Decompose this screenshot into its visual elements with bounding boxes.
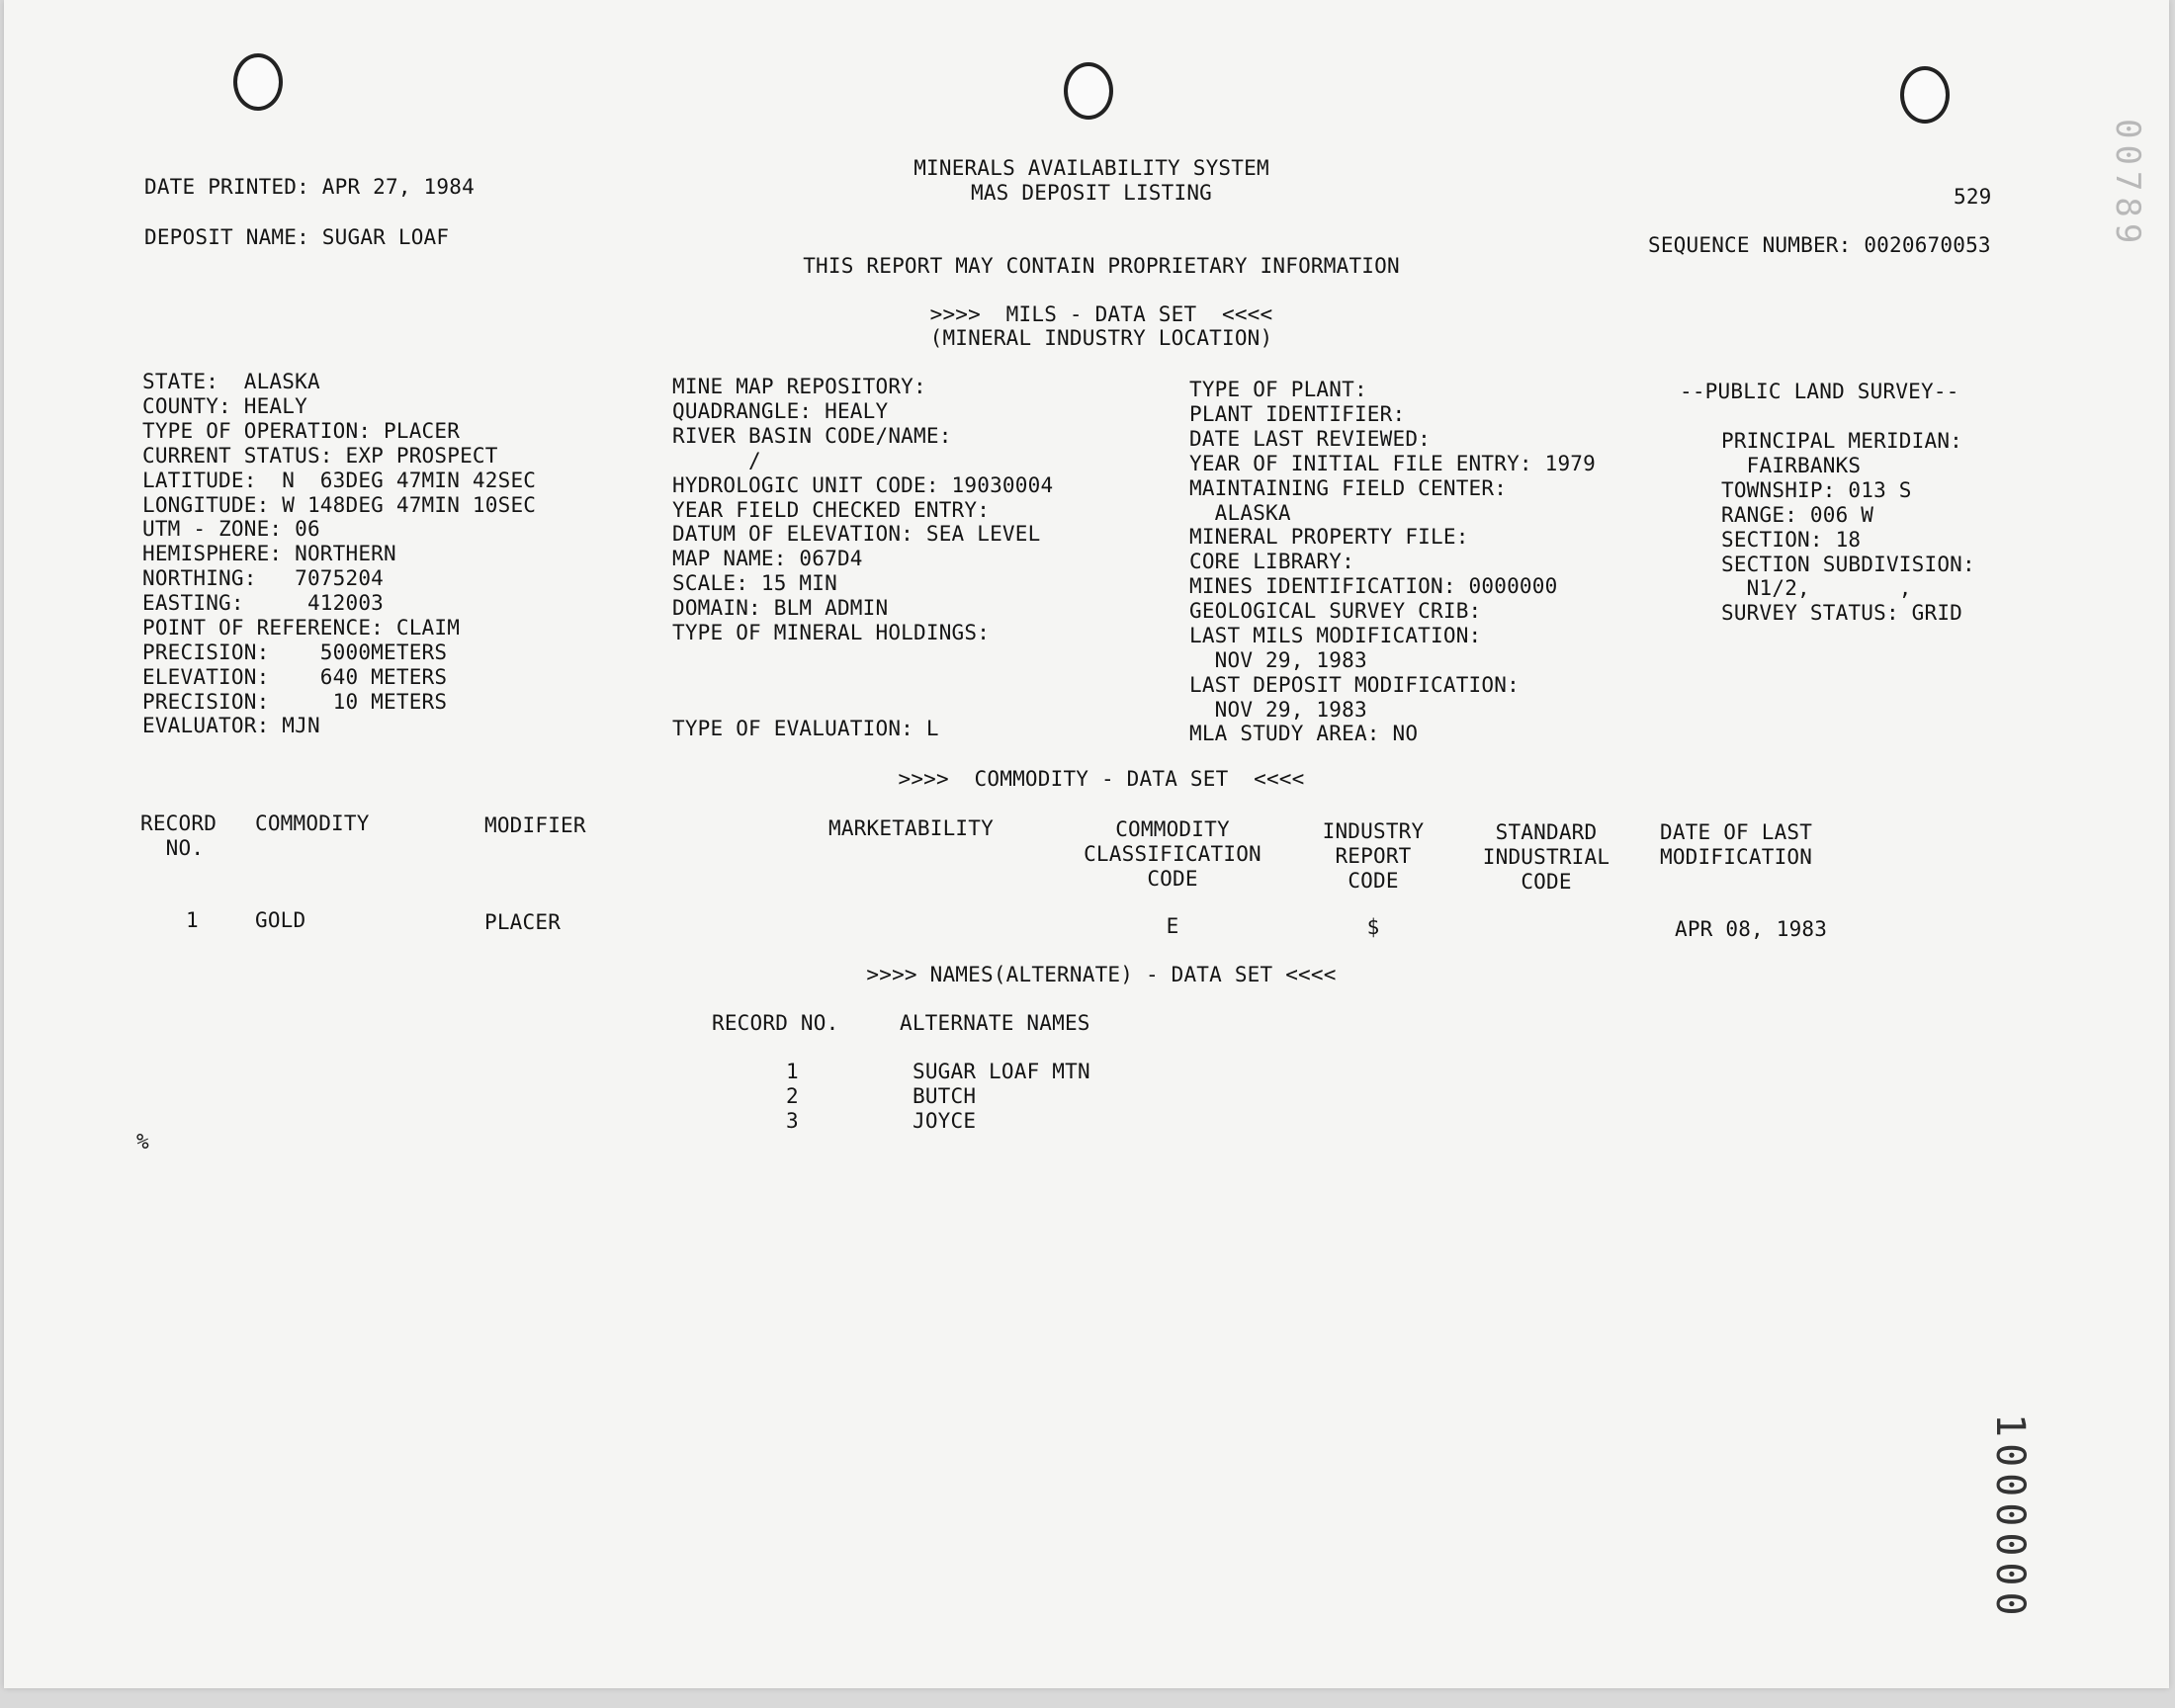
col-header-date-last: DATE OF LAST MODIFICATION <box>1660 820 1813 869</box>
edge-stamp-bottom: 1000000 <box>1987 1413 2033 1622</box>
field-type-of-plant: TYPE OF PLANT: <box>1189 378 1367 401</box>
field-section-subdivision-value: N1/2, , <box>1721 576 1912 600</box>
field-last-mils-modification: LAST MILS MODIFICATION: <box>1189 624 1482 647</box>
name-record-no: 2 <box>786 1084 799 1108</box>
cell-modifier: PLACER <box>484 910 562 934</box>
field-last-deposit-modification-date: NOV 29, 1983 <box>1189 698 1367 722</box>
col-header-record-no: RECORD NO. <box>140 811 218 860</box>
report-page <box>4 0 2169 1688</box>
field-scale: SCALE: 15 MIN <box>672 571 837 595</box>
col-header-classification: COMMODITY CLASSIFICATION CODE <box>1084 817 1262 891</box>
field-maintaining-field-center-value: ALASKA <box>1189 501 1291 525</box>
mils-section-title: >>>> MILS - DATA SET <<<< <box>929 302 1273 326</box>
field-core-library: CORE LIBRARY: <box>1189 550 1354 573</box>
field-county: COUNTY: HEALY <box>142 394 307 418</box>
alternate-name: SUGAR LOAF MTN <box>913 1060 1090 1083</box>
field-year-initial-file-entry: YEAR OF INITIAL FILE ENTRY: 1979 <box>1189 452 1596 475</box>
binder-hole-right <box>1900 66 1950 124</box>
field-type-of-evaluation: TYPE OF EVALUATION: L <box>672 717 939 740</box>
field-hemisphere: HEMISPHERE: NORTHERN <box>142 542 396 565</box>
field-precision-elevation: PRECISION: 10 METERS <box>142 690 448 714</box>
field-evaluator: EVALUATOR: MJN <box>142 714 320 737</box>
cell-date-last: APR 08, 1983 <box>1675 917 1828 941</box>
public-land-survey-title: --PUBLIC LAND SURVEY-- <box>1680 380 1959 403</box>
field-utm-zone: UTM - ZONE: 06 <box>142 517 320 541</box>
field-maintaining-field-center: MAINTAINING FIELD CENTER: <box>1189 476 1508 500</box>
field-map-name: MAP NAME: 067D4 <box>672 547 863 570</box>
binder-hole-left <box>233 53 283 111</box>
field-point-of-reference: POINT OF REFERENCE: CLAIM <box>142 616 461 640</box>
field-longitude: LONGITUDE: W 148DEG 47MIN 10SEC <box>142 493 537 517</box>
field-last-mils-modification-date: NOV 29, 1983 <box>1189 648 1367 672</box>
field-state: STATE: ALASKA <box>142 370 320 393</box>
alternate-name: JOYCE <box>913 1109 977 1133</box>
field-plant-identifier: PLANT IDENTIFIER: <box>1189 402 1406 426</box>
col-header-standard: STANDARD INDUSTRIAL CODE <box>1482 820 1610 894</box>
field-datum-of-elevation: DATUM OF ELEVATION: SEA LEVEL <box>672 522 1041 546</box>
field-hydrologic-unit-code: HYDROLOGIC UNIT CODE: 19030004 <box>672 473 1054 497</box>
deposit-name: DEPOSIT NAME: SUGAR LOAF <box>144 225 450 249</box>
cell-record-no: 1 <box>186 908 199 932</box>
field-current-status: CURRENT STATUS: EXP PROSPECT <box>142 444 498 468</box>
field-northing: NORTHING: 7075204 <box>142 566 385 590</box>
col-header-commodity: COMMODITY <box>255 811 370 835</box>
cell-classification: E <box>1166 914 1179 938</box>
names-header-record-no: RECORD NO. <box>712 1011 839 1035</box>
col-header-marketability: MARKETABILITY <box>828 816 994 840</box>
field-principal-meridian-value: FAIRBANKS <box>1721 454 1862 477</box>
field-domain: DOMAIN: BLM ADMIN <box>672 596 889 620</box>
cell-industry: $ <box>1366 915 1380 939</box>
field-date-last-reviewed: DATE LAST REVIEWED: <box>1189 427 1432 451</box>
field-easting: EASTING: 412003 <box>142 591 385 615</box>
listing-title: MAS DEPOSIT LISTING <box>970 181 1213 205</box>
field-river-basin: RIVER BASIN CODE/NAME: <box>672 424 952 448</box>
col-header-industry: INDUSTRY REPORT CODE <box>1322 819 1425 893</box>
field-mineral-property-file: MINERAL PROPERTY FILE: <box>1189 525 1469 549</box>
field-precision-location: PRECISION: 5000METERS <box>142 640 448 664</box>
binder-hole-center <box>1064 62 1113 120</box>
field-survey-status: SURVEY STATUS: GRID <box>1721 601 1963 625</box>
name-record-no: 3 <box>786 1109 799 1133</box>
field-range: RANGE: 006 W <box>1721 503 1874 527</box>
field-mine-map-repository: MINE MAP REPOSITORY: <box>672 375 926 398</box>
field-elevation: ELEVATION: 640 METERS <box>142 665 448 689</box>
system-title: MINERALS AVAILABILITY SYSTEM <box>914 156 1269 180</box>
field-geological-survey-crib: GEOLOGICAL SURVEY CRIB: <box>1189 599 1482 623</box>
field-principal-meridian: PRINCIPAL MERIDIAN: <box>1721 429 1963 453</box>
field-mines-identification: MINES IDENTIFICATION: 0000000 <box>1189 574 1558 598</box>
field-year-field-checked: YEAR FIELD CHECKED ENTRY: <box>672 498 991 522</box>
field-quadrangle: QUADRANGLE: HEALY <box>672 399 889 423</box>
field-latitude: LATITUDE: N 63DEG 47MIN 42SEC <box>142 469 537 492</box>
sequence-number: SEQUENCE NUMBER: 0020670053 <box>1648 233 1991 257</box>
field-river-basin-value: / <box>672 449 761 472</box>
col-header-modifier: MODIFIER <box>484 813 586 837</box>
alternate-name: BUTCH <box>913 1084 977 1108</box>
footer-percent-mark: % <box>136 1130 149 1153</box>
mils-section-subtitle: (MINERAL INDUSTRY LOCATION) <box>929 326 1273 350</box>
date-printed: DATE PRINTED: APR 27, 1984 <box>144 175 475 199</box>
names-header-alternate: ALTERNATE NAMES <box>900 1011 1090 1035</box>
commodity-section-title: >>>> COMMODITY - DATA SET <<<< <box>898 767 1305 791</box>
name-record-no: 1 <box>786 1060 799 1083</box>
field-section: SECTION: 18 <box>1721 528 1862 552</box>
page-number: 529 <box>1954 185 1992 209</box>
edge-stamp-top: 00789 <box>2108 119 2147 250</box>
field-last-deposit-modification: LAST DEPOSIT MODIFICATION: <box>1189 673 1520 697</box>
cell-commodity: GOLD <box>255 908 306 932</box>
field-type-of-operation: TYPE OF OPERATION: PLACER <box>142 419 461 443</box>
field-township: TOWNSHIP: 013 S <box>1721 478 1912 502</box>
proprietary-notice: THIS REPORT MAY CONTAIN PROPRIETARY INFORMATION <box>803 254 1400 278</box>
names-section-title: >>>> NAMES(ALTERNATE) - DATA SET <<<< <box>866 963 1337 986</box>
field-mla-study-area: MLA STUDY AREA: NO <box>1189 722 1419 745</box>
field-type-of-mineral-holdings: TYPE OF MINERAL HOLDINGS: <box>672 621 991 644</box>
field-section-subdivision: SECTION SUBDIVISION: <box>1721 553 1975 576</box>
